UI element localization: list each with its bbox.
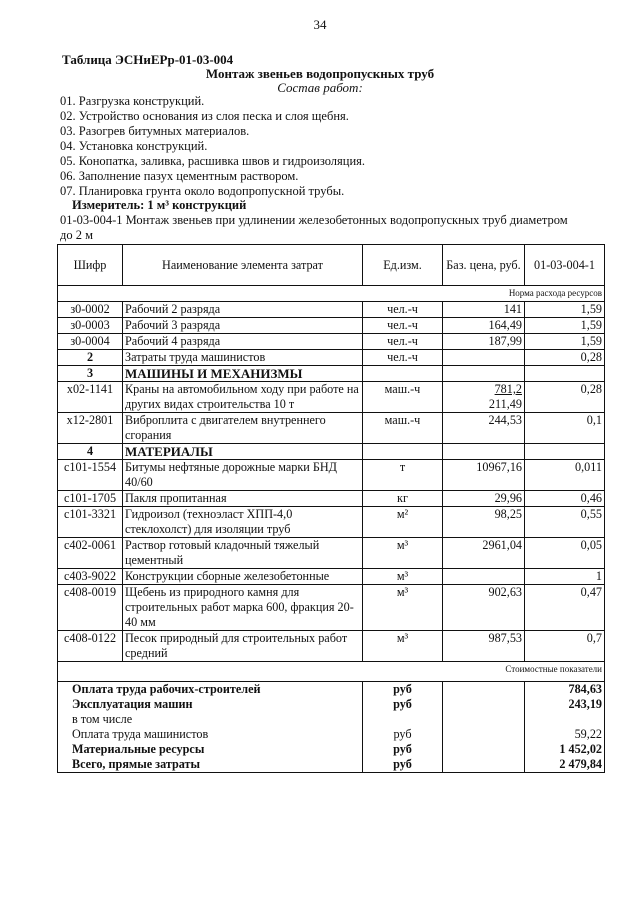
header-price: Баз. цена, руб. <box>443 245 525 286</box>
work-item: 05. Конопатка, заливка, расшивка швов и гидроизоляция. <box>60 154 366 168</box>
cell-code: с402-0061 <box>58 538 123 569</box>
cell-code: з0-0004 <box>58 334 123 350</box>
cell-value: 0,05 <box>525 538 605 569</box>
total-name: Эксплуатация машин <box>58 697 363 712</box>
measurement-unit: Измеритель: 1 м³ конструкций <box>72 198 247 212</box>
composition-label: Состав работ: <box>277 80 363 95</box>
table-row <box>58 460 605 491</box>
section-name: МАШИНЫ И МЕХАНИЗМЫ <box>123 366 363 382</box>
table-row <box>58 302 605 318</box>
cell-code: с408-0122 <box>58 631 123 662</box>
position-description: 01-03-004-1 Монтаж звеньев при удлинении железобетонных водопропускных труб диаметром до 2 м <box>60 213 568 242</box>
cell-code: х02-1141 <box>58 382 123 413</box>
table-header-row <box>58 245 605 286</box>
cell-name: Рабочий 2 разряда <box>123 302 363 318</box>
total-row <box>58 697 605 712</box>
cell-price: 187,99 <box>443 334 525 350</box>
total-row <box>58 757 605 773</box>
total-value <box>525 712 605 727</box>
total-row <box>58 742 605 757</box>
cell-code: с101-1705 <box>58 491 123 507</box>
cell-name: Пакля пропитанная <box>123 491 363 507</box>
table-row <box>58 318 605 334</box>
cell-name: Затраты труда машинистов <box>123 350 363 366</box>
total-unit: руб <box>363 682 443 698</box>
cell-unit: чел.-ч <box>363 334 443 350</box>
cell-unit: чел.-ч <box>363 350 443 366</box>
cell-unit: маш.-ч <box>363 413 443 444</box>
cell-value: 0,46 <box>525 491 605 507</box>
cell-price-main: 781,2 <box>494 382 522 396</box>
cell-code: х12-2801 <box>58 413 123 444</box>
cell-name: Песок природный для строительных работ средний <box>123 631 363 662</box>
cell-code: з0-0002 <box>58 302 123 318</box>
section-row <box>58 366 605 382</box>
cell-price: 987,53 <box>443 631 525 662</box>
work-item: 07. Планировка грунта около водопропускной трубы. <box>60 184 345 198</box>
cell-name: Краны на автомобильном ходу при работе на других видах строительства 10 т <box>123 382 363 413</box>
cell-code: 2 <box>58 350 123 366</box>
table-title: Таблица ЭСНиЕРр-01-03-004 <box>62 52 234 67</box>
empty-cell <box>443 757 525 773</box>
total-value: 2 479,84 <box>525 757 605 773</box>
work-item: 01. Разгрузка конструкций. <box>60 94 205 108</box>
table-row <box>58 382 605 413</box>
table-row <box>58 569 605 585</box>
cell-unit: т <box>363 460 443 491</box>
cost-label-row <box>58 662 605 682</box>
total-unit: руб <box>363 757 443 773</box>
cell-unit: м³ <box>363 538 443 569</box>
cell-price: 164,49 <box>443 318 525 334</box>
cell-value: 1 <box>525 569 605 585</box>
cell-value: 0,7 <box>525 631 605 662</box>
total-name: Оплата труда машинистов <box>58 727 363 742</box>
empty-cell <box>443 697 525 712</box>
cell-price <box>443 350 525 366</box>
cell-name: Рабочий 3 разряда <box>123 318 363 334</box>
total-unit: руб <box>363 727 443 742</box>
cell-code: з0-0003 <box>58 318 123 334</box>
cell-name: Раствор готовый кладочный тяжелый цементный <box>123 538 363 569</box>
section-code: 4 <box>58 444 123 460</box>
section-row <box>58 444 605 460</box>
cell-value: 1,59 <box>525 334 605 350</box>
total-value: 59,22 <box>525 727 605 742</box>
cell-code: с101-3321 <box>58 507 123 538</box>
header-code: Шифр <box>58 245 123 286</box>
empty-cell <box>443 742 525 757</box>
empty-cell <box>443 727 525 742</box>
page-number: 34 <box>313 17 327 32</box>
cell-price: 10967,16 <box>443 460 525 491</box>
total-row <box>58 712 605 727</box>
table-row <box>58 538 605 569</box>
cell-unit: маш.-ч <box>363 382 443 413</box>
total-name: Оплата труда рабочих-строителей <box>58 682 363 698</box>
cell-value: 1,59 <box>525 318 605 334</box>
work-item: 02. Устройство основания из слоя песка и слоя щебня. <box>60 109 349 123</box>
cell-price: 2961,04 <box>443 538 525 569</box>
cell-code: с403-9022 <box>58 569 123 585</box>
total-row <box>58 682 605 698</box>
table-row <box>58 507 605 538</box>
header-column: 01-03-004-1 <box>525 245 605 286</box>
cell-price: 902,63 <box>443 585 525 631</box>
cell-price <box>443 569 525 585</box>
cell-price: 29,96 <box>443 491 525 507</box>
cell-code: с101-1554 <box>58 460 123 491</box>
empty-cell <box>443 682 525 698</box>
table-row <box>58 631 605 662</box>
section-name: МАТЕРИАЛЫ <box>123 444 363 460</box>
total-value: 243,19 <box>525 697 605 712</box>
table-row <box>58 334 605 350</box>
cell-price: 141 <box>443 302 525 318</box>
total-row <box>58 727 605 742</box>
cell-unit: м³ <box>363 585 443 631</box>
table-row <box>58 413 605 444</box>
total-unit: руб <box>363 742 443 757</box>
empty-cell <box>363 366 443 382</box>
empty-cell <box>525 366 605 382</box>
cell-name: Конструкции сборные железобетонные <box>123 569 363 585</box>
cell-name: Рабочий 4 разряда <box>123 334 363 350</box>
empty-cell <box>525 444 605 460</box>
cell-name: Виброплита с двигателем внутреннего сгорания <box>123 413 363 444</box>
cell-unit: кг <box>363 491 443 507</box>
cell-name: Щебень из природного камня для строительных работ марка 600, фракция 20-40 мм <box>123 585 363 631</box>
work-item: 06. Заполнение пазух цементным раствором. <box>60 169 299 183</box>
work-item: 04. Установка конструкций. <box>60 139 208 153</box>
total-unit: руб <box>363 697 443 712</box>
cell-unit: чел.-ч <box>363 302 443 318</box>
cell-value: 0,55 <box>525 507 605 538</box>
empty-cell <box>363 444 443 460</box>
cell-price: 98,25 <box>443 507 525 538</box>
cell-value: 1,59 <box>525 302 605 318</box>
resource-table <box>57 244 605 773</box>
total-value: 784,63 <box>525 682 605 698</box>
works-list <box>60 94 365 199</box>
cell-value: 0,1 <box>525 413 605 444</box>
table-row <box>58 491 605 507</box>
cell-price: 244,53 <box>443 413 525 444</box>
cell-value: 0,28 <box>525 382 605 413</box>
table-row <box>58 350 605 366</box>
total-name: в том числе <box>58 712 363 727</box>
cell-name: Битумы нефтяные дорожные марки БНД 40/60 <box>123 460 363 491</box>
cell-value: 0,011 <box>525 460 605 491</box>
cost-label: Стоимостные показатели <box>58 662 605 682</box>
section-heading: Монтаж звеньев водопропускных труб <box>205 66 435 81</box>
work-item: 03. Разогрев битумных материалов. <box>60 124 250 138</box>
cell-unit: чел.-ч <box>363 318 443 334</box>
total-value: 1 452,02 <box>525 742 605 757</box>
table-row <box>58 585 605 631</box>
total-name: Всего, прямые затраты <box>58 757 363 773</box>
empty-cell <box>443 712 525 727</box>
section-code: 3 <box>58 366 123 382</box>
total-name: Материальные ресурсы <box>58 742 363 757</box>
header-unit: Ед.изм. <box>363 245 443 286</box>
cell-unit: м² <box>363 507 443 538</box>
norm-label-row <box>58 286 605 302</box>
empty-cell <box>443 366 525 382</box>
cell-code: с408-0019 <box>58 585 123 631</box>
cell-price <box>443 382 525 413</box>
cell-unit: м³ <box>363 631 443 662</box>
cell-unit: м³ <box>363 569 443 585</box>
header-name: Наименование элемента затрат <box>123 245 363 286</box>
cell-value: 0,47 <box>525 585 605 631</box>
empty-cell <box>443 444 525 460</box>
total-unit <box>363 712 443 727</box>
cell-value: 0,28 <box>525 350 605 366</box>
cell-price-secondary: 211,49 <box>488 397 522 411</box>
cell-name: Гидроизол (техноэласт ХПП-4,0 стеклохолст) для изоляции труб <box>123 507 363 538</box>
norm-label: Норма расхода ресурсов <box>58 286 605 302</box>
